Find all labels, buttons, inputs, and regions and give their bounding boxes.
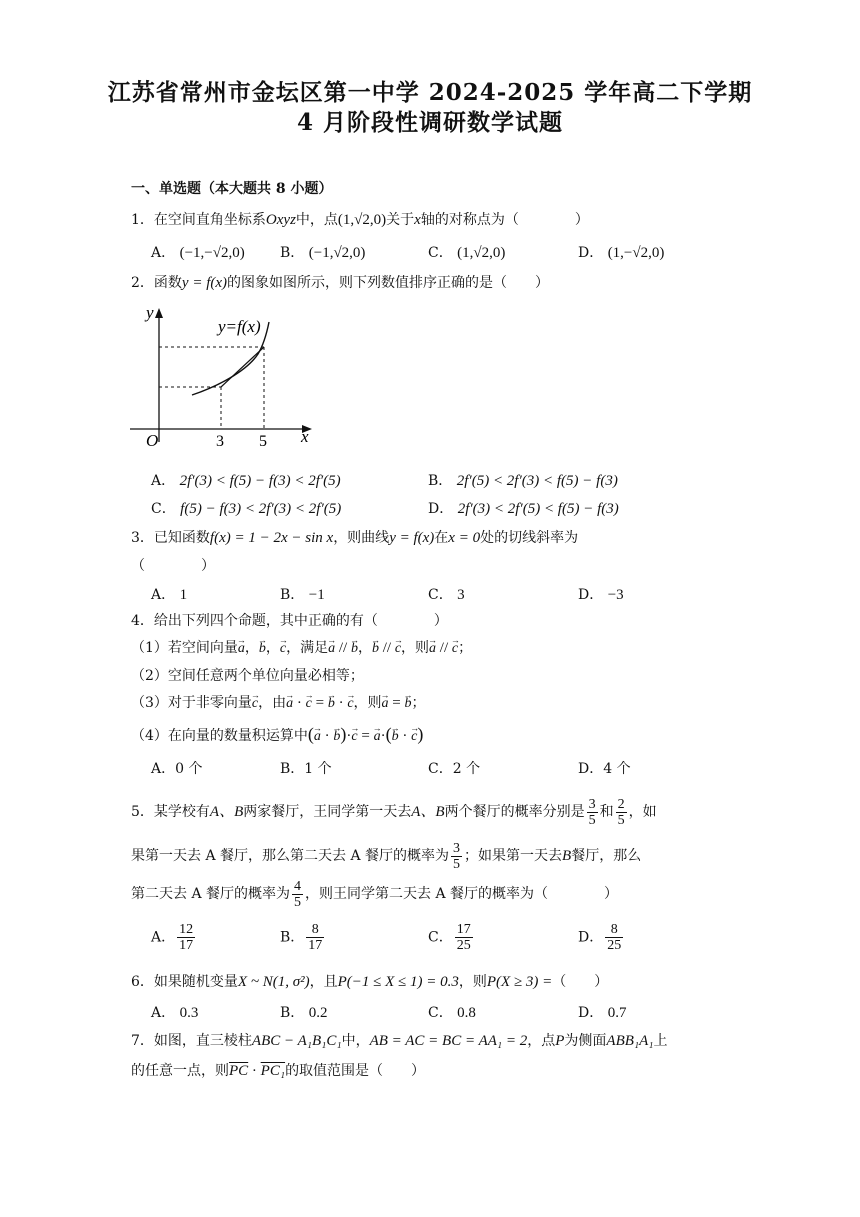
question-2-options-row2 <box>151 498 711 520</box>
question-4-options <box>151 758 711 780</box>
exam-title-line2: 4 月阶段性调研数学试题 <box>296 109 563 136</box>
tick-3-label: 3 <box>216 433 224 450</box>
q1-option-d[interactable]: D． (1,−√2,0) <box>578 245 665 261</box>
curve-label: y=f(x) <box>218 317 261 336</box>
question-7-line-1: 7．如图，直三棱柱ABC − A₁B₁C₁中，AB = AC = BC = AA₁ = 2，点P为侧面ABB₁A₁上 <box>131 1033 668 1049</box>
q4-option-d[interactable]: D．4 个 <box>578 761 631 777</box>
secant-line <box>221 347 264 387</box>
y-axis-arrow <box>155 308 163 318</box>
q6-option-c[interactable]: C． 0.8 <box>428 1005 476 1021</box>
q4-proposition-4: （4）在向量的数量积运算中(→ a · → b)·→ c = → a·(→ b · → c) <box>131 724 423 747</box>
question-3-options <box>151 584 711 606</box>
question-2-options-row1 <box>151 470 711 492</box>
q2-option-b[interactable]: B． 2f′(5) < 2f′(3) < f(5) − f(3) <box>428 473 618 489</box>
q3-option-a[interactable]: A． 1 <box>151 587 188 603</box>
origin-label: O <box>146 431 159 450</box>
q3-option-c[interactable]: C． 3 <box>428 587 465 603</box>
q6-option-b[interactable]: B． 0.2 <box>280 1005 328 1021</box>
q3-option-b[interactable]: B． −1 <box>280 587 325 603</box>
question-5-line-2: 果第一天去 A 餐厅，那么第二天去 A 餐厅的概率为 $\frac{3}{5}$ ；如果第一天去B餐厅，那么 <box>131 840 642 872</box>
question-3-stem: 3．已知函数f(x) = 1 − 2x − sin x，则曲线y = f(x)在x = 0处的切线斜率为 <box>131 530 579 546</box>
q2-option-a[interactable]: A． 2f′(3) < f(5) − f(3) < 2f′(5) <box>151 473 341 489</box>
question-4-stem: 4．给出下列四个命题，其中正确的有（ ） <box>131 613 448 629</box>
q4-proposition-3: （3）对于非零向量→ c，由→ a · → c = → b · → c，则→ a = → b； <box>131 693 426 714</box>
question-5-line-1: 5．某学校有A、B两家餐厅，王同学第一天去A、B两个餐厅的概率分别是 $\frac{3}{5}$ 和 $\frac{2}{5}$ ，如 <box>131 796 657 828</box>
q1-option-c[interactable]: C． (1,√2,0) <box>428 245 506 261</box>
q3-option-d[interactable]: D． −3 <box>578 587 624 603</box>
question-2-stem: 2．函数y = f(x)的图象如图所示，则下列数值排序正确的是（ ） <box>131 275 550 291</box>
q5-option-a[interactable]: A． $\frac{12}{17}$ <box>151 922 194 953</box>
tick-5-label: 5 <box>259 433 267 450</box>
y-axis-label: y <box>146 303 154 322</box>
question-5-line-3: 第二天去 A 餐厅的概率为 $\frac{4}{5}$ ，则王同学第二天去 A 餐厅的概率为（ ） <box>131 878 619 910</box>
q6-option-d[interactable]: D． 0.7 <box>578 1005 627 1021</box>
question-1-stem: 1．在空间直角坐标系Oxyz中，点(1,√2,0)关于x轴的对称点为（ ） <box>131 212 589 228</box>
question-1-options <box>151 242 711 264</box>
function-graph <box>126 302 316 452</box>
q5-option-b[interactable]: B． $\frac{8}{17}$ <box>280 922 323 953</box>
question-7-line-2: 的任意一点，则$\overline{PC} \cdot PC_1$的取值范围是（ ） <box>131 1063 426 1079</box>
q5-option-c[interactable]: C． $\frac{17}{25}$ <box>428 922 471 953</box>
question-6-options <box>151 1002 711 1024</box>
q6-option-a[interactable]: A． 0.3 <box>151 1005 199 1021</box>
section-heading: 一、单选题（本大题共 8 小题） <box>131 181 333 197</box>
exam-title-line1: 江苏省常州市金坛区第一中学 2024-2025 学年高二下学期 <box>107 79 753 106</box>
x-axis-label: x <box>301 427 309 446</box>
q2-option-c[interactable]: C． f(5) − f(3) < 2f′(3) < 2f′(5) <box>151 501 342 517</box>
q1-option-a[interactable]: A． (−1,−√2,0) <box>151 245 245 261</box>
q1-option-b[interactable]: B． (−1,√2,0) <box>280 245 366 261</box>
question-5-options <box>151 922 711 962</box>
q4-proposition-1: （1）若空间向量→ a，→ b，→ c，满足→ a // → b，→ b // → c，则→ a // → c； <box>131 638 472 659</box>
q2-option-d[interactable]: D． 2f′(3) < 2f′(5) < f(5) − f(3) <box>428 501 619 517</box>
q4-option-b[interactable]: B．1 个 <box>280 761 332 777</box>
q4-option-a[interactable]: A．0 个 <box>151 761 203 777</box>
q5-option-d[interactable]: D． $\frac{8}{25}$ <box>578 922 622 953</box>
q4-option-c[interactable]: C．2 个 <box>428 761 481 777</box>
q4-proposition-2: （2）空间任意两个单位向量必相等； <box>131 668 364 684</box>
question-6-stem: 6．如果随机变量X ~ N(1, σ²)，且P(−1 ≤ X ≤ 1) = 0.3，则P(X ≥ 3) =（ ） <box>131 974 609 990</box>
question-3-paren: （ ） <box>131 558 215 574</box>
